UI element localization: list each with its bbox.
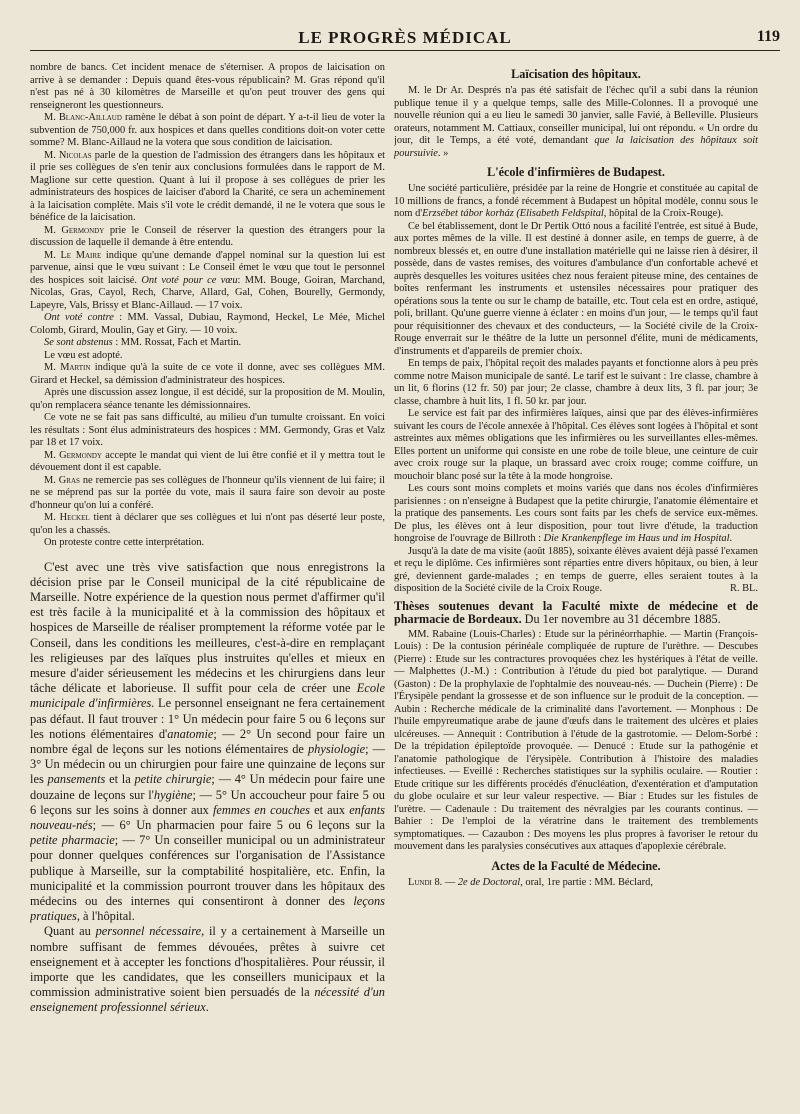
paragraph: Ont voté contre : MM. Vassal, Dubiau, Raymond, Heckel, Le Mée, Michel Colomb, Girard, Moulin, Gay et Giry. — 10 voix. (30, 312, 385, 336)
right-column (394, 62, 758, 1102)
paragraph: M. Le Maire indique qu'une demande d'appel nominal sur la question lui est parvenue, ainsi que le vœu suivant : Le Conseil émet le vœu que tout le personnel des hospices soit laicisé. Ont voté pour ce vœu: MM. Bouge, Goiran, Marchand, Nicolas, Gras, Cayol, Rech, Charve, Allard, Gal, Cohen, Bourelly, Germondy, Lapeyre, Vals, Brissy et Blanc-Aillaud. — 17 voix. (30, 249, 385, 311)
left-column (30, 62, 385, 1102)
section-heading: L'école d'infirmières de Budapest. (487, 165, 665, 179)
speaker-name: M. Germondy (44, 449, 102, 461)
speaker-name: M. Nicolas (44, 149, 92, 161)
paragraph: M. le Dr Ar. Després n'a pas été satisfait de l'échec qu'il a subi dans la réunion publique tenue il y a quelque temps, salle des Mille-Colonnes. Il a provoqué une nouvelle réunion qui a eu lieu le samedi 30 janvier, salle Favié, à Belleville. Plusieurs orateurs, notamment M. Cattiaux, conseiller municipal, lui ont répondu. « Un ordre du jour, dit le Temps, a été voté, demandant que la laicisation des hôpitaux soit poursuivie. » (394, 85, 758, 159)
paragraph: Le service est fait par des infirmières laïques, ainsi que par des élèves-infirmières suivant les cours de l'école annexée à l'hôpital. Ces élèves sont logées à l'hôpital et sont astreintes aux mêmes obligations que les infirmières ou les surveillantes elles-mêmes. Elles portent un uniforme qui consiste en une robe de toile bleue, une ceinture de cuir avec croix rouge sur la plaque, un brassard avec croix rouge; comme coiffure, un mouchoir blanc posé sur la tête à la mode hongroise. (394, 408, 758, 482)
paragraph: On proteste contre cette interprétation. (44, 537, 205, 548)
paragraph: Les cours sont moins complets et moins variés que dans nos écoles d'infirmières parisiennes : on n'enseigne à Budapest que la petite chirurgie, l'anatomie élémentaire et la pratique des pansements. Les cours sont faits par les chefs de service eux-mêmes. De plus, les élèves ont à leur disposition, pour tout livre d'étude, la traduction hongroise de l'ouvrage de Billroth : Die Krankenpflege im Haus und im Hospital. (394, 483, 758, 544)
paragraph: M. Blanc-Aillaud ramène le débat à son point de départ. Y a-t-il lieu de voter la subvention de 750,000 fr. aux hospices et dans quelles conditions doit-on voter cette somme? M. Blanc-Aillaud ne la votera que sous condition de laicisation. (30, 112, 385, 148)
paragraph: Jusqu'à la date de ma visite (août 1885), soixante élèves avaient déjà passé l'examen et reçu le diplôme. Ces infirmières sont réparties entre divers hôpitaux, ou bien, à leur gré, deviennent garde-malades ; en temps de guerre, elles seraient toutes à la disposition de la Société civile de la Croix Rouge. R. BL. (394, 545, 758, 594)
paragraph: Après une discussion assez longue, il est décidé, sur la proposition de M. Moulin, qu'on remplacera séance tenante les démissionnaires. (30, 387, 385, 411)
paragraph: Lundi 8. — 2e de Doctoral, oral, 1re partie : MM. Béclard, (408, 876, 653, 888)
paragraph: C'est avec une très vive satisfaction que nous enregistrons la décision prise par le Conseil municipal de la cité républicaine de Marseille. Notre expérience de la question nous permet d'affirmer qu'il est très facile à la municipalité et à la commission des hôpitaux et hospices de Marseille de réaliser promptement la réforme votée par le Conseil, dans les conditions les meilleures, c'est-à-dire en remplaçant les religieuses par des laïques plus instruites qu'elles et mieux en mesure d'aider sérieusement les médecins et les chirurgiens dans leur tâche délicate et laborieuse. Il suffit pour cela de créer une Ecole municipale d'infirmières. Le personnel enseignant ne fera certainement pas défaut. Il faut trouver : 1° Un médecin pour faire 5 ou 6 leçons sur les notions élémentaires d'anatomie; — 2° Un second pour faire un nombre égal de leçons sur les notions élémentaires de physiologie; — 3° Un médecin ou un chirurgien pour faire une quinzaine de leçons sur les pansements et la petite chirurgie; — 4° Un médecin pour faire une douzaine de leçons sur l'hygiène; — 5° Un accoucheur pour faire 5 ou 6 leçons sur les soins à donner aux femmes en couches et aux enfants nouveau-nés; — 6° Un pharmacien pour faire 5 ou 6 leçons sur la petite pharmacie; — 7° Un conseiller municipal ou un administrateur pour donner quelques conférences sur l'organisation de l'Assistance publique à Marseille, sur la comptabilité hospitalière, etc. Enfin, la municipalité et la commission pourront trouver dans les hôpitaux des médecins ou des internes qui consentiront à donner des leçons pratiques, à l'hôpital. (30, 559, 385, 924)
paragraph: Se sont abstenus : MM. Rossat, Fach et Martin. (44, 337, 242, 348)
speaker-name: M. Heckel (44, 512, 90, 523)
speaker-name: M. Blanc-Aillaud (44, 112, 122, 123)
section-heading: Thèses soutenues devant la Faculté mixte de médecine et de pharmacie de Bordeaux. Du 1er novembre au 31 décembre 1885. (394, 598, 758, 626)
speaker-name: M. Le Maire (44, 249, 102, 261)
paragraph: Ce bel établissement, dont le Dr Pertik Ottó nous a facilité l'entrée, est situé à Bude, aux portes mêmes de la ville. Il est destiné à donner asile, en temps de guerre, à de nombreux blessés et, en outre d'une installation matérielle qui ne laisse rien à désirer, il possède, dans de vastes remises, des voitures d'ambulance d'un confortable achevé et auprès desquelles les voitures usitées chez nous feraient piteuse mine, des centaines de boîtes renfermant les instruments et ustensiles nécessaires pour pratiquer des opérations sous la tente ou sur le champ de bataille, etc. Tout cela est en ordre, astiqué, poli, brillant. Qu'une guerre vienne à éclater : en moins d'un jour, — le temps qu'il faut pour réquisitionner des chevaux et des conducteurs, — la Société civile de la Croix-Rouge enverrait sur le théâtre de la lutte un personnel d'élite, muni de médicaments, d'instruments et d'appareils de premier choix. (394, 220, 758, 357)
page-number: 119 (756, 28, 780, 45)
paragraph: M. Nicolas parle de la question de l'admission des étrangers dans les hôpitaux et il prie ses collègues de s'en tenir aux conclusions formulées dans le rapport de M. Maglione sur cette question. Quant à lui il propose à ses collègues de prier les administrateurs des hospices de laiciser d'abord la Charité, ce sera un acheminement à la laicisation complète. Mais s'il vote le crédit demandé, il ne le votera que sous le bénéfice de la laicisation. (30, 149, 385, 223)
section-heading: Actes de la Faculté de Médecine. (491, 858, 661, 873)
paragraph: Une société particulière, présidée par la reine de Hongrie et constituée au capital de 10 millions de francs, a fondé récemment à Budapest un hôpital modèle, connu sous le nom d'Erzsébet tábor korház (Elisabeth Feldspital, hôpital de la Croix-Rouge). (394, 183, 758, 219)
paragraph: M. Gras ne remercie pas ses collègues de l'honneur qu'ils viennent de lui faire; il ne se méprend pas sur la portée du vote, mais il saura faire son devoir au poste d'honneur qu'on lui a conféré. (30, 474, 385, 511)
journal-title: LE PROGRÈS MÉDICAL (298, 28, 512, 47)
speaker-name: M. Martin (44, 362, 91, 373)
speaker-name: M. Gras (44, 474, 80, 486)
page-header (30, 26, 780, 51)
speaker-name: M. Germondy (44, 224, 105, 236)
paragraph: M. Germondy accepte le mandat qui vient de lui être confié et il y mettra tout le dévouement dont il est capable. (30, 449, 385, 473)
paragraph: M. Heckel tient à déclarer que ses collègues et lui n'ont pas déserté leur poste, qu'on les a chassés. (30, 512, 385, 536)
paragraph: Le vœu est adopté. (44, 349, 123, 361)
paragraph: En temps de paix, l'hôpital reçoit des malades payants et fonctionne alors à peu près comme notre Maison municipale de santé. Le tarif est le suivant : 1re classe, chambre à un lit, 6 florins (12 fr. 50) par jour; 2e classe, chambre à deux lits, 3 fl. par jour; 3e classe, chambre à huit lits, 1 fl. 50 kr. par jour. (394, 358, 758, 407)
paragraph: nombre de bancs. Cet incident menace de s'éterniser. A propos de laicisation on arrive à se demander : Depuis quand êtes-vous républicain? M. Gras répond qu'il n'est pas né à 30 kilomètres de Marseille et qu'on peut trouver des gens qui renseigneront les questionneurs. (30, 62, 385, 111)
section-heading: Laïcisation des hôpitaux. (511, 67, 641, 81)
author-signature: R. BL. (729, 583, 758, 594)
editorial-commentary (30, 560, 385, 1016)
paragraph: Ce vote ne se fait pas sans difficulté, au milieu d'un tumulte croissant. En voici les résultats : Sont élus administrateurs des hospices : MM. Germondy, Gras et Valz par 18 et 17 voix. (30, 412, 385, 448)
paragraph: MM. Rabaine (Louis-Charles) : Etude sur la périnéorrhaphie. — Martin (François-Louis) : De la contusion périnéale compliquée de rupture de l'urèthre. — Descubes (Pierre) : Etude sur les contractures provoquées chez les hystériques à l'état de veille. — Malphettes (J.-M.) : Contribution à l'étude du pied bot paralytique. — Durand (Gaston) : De la prophylaxie de l'ophtalmie des nouveau-nés. — Duchein (Pierre) : De l'Érysipèle pendant la grossesse et de son influence sur le produit de la conception. — Aubin : Recherche médicale de la criminalité dans l'avortement. — Monphous : De l'huile empyreumatique arabe de jaune d'œufs dans le traitement des ulcères et plaies ulcéreuses. — Annequit : Contribution à l'étude de la gastrotomie. — Delom-Sorbé : De la trépidation épileptoïde provoquée. — Denucé : Etude sur la pathogénie et l'anatomie pathologique de l'érysipèle. Contribution à l'histoire des maladies infectieuses. — Eveillé : Recherches statistiques sur la syphilis oculaire. — Routier : Etude critique sur les différents procédés d'énucléation, d'exentération et d'amputation du globe oculaire et sur leur valeur respective. — Biar : Etudes sur les fistules de l'urètre. — Cadenaule : Du traitement des névralgies par les courants continus. — Bahier : De l'emploi de la vératrine dans le traitement des tremblements symptomatiques. — Cazaubon : Des moyens les plus propres à favoriser le retour du mouvement dans les paralysies consécutives aux attaques d'apoplexie cérébrale. (394, 628, 758, 852)
council-report (30, 62, 385, 550)
paragraph: Quant au personnel nécessaire, il y a certainement à Marseille un nombre suffisant de femmes dévouées, prêtes à suivre cet enseignement et à accepter les fonctions d'hospitalières. Pour réussir, il importe que les candidates, que les conseillers municipaux et la commission administrative soient bien persuadés de la nécessité d'un enseignement professionnel sérieux. (30, 924, 385, 1015)
paragraph: M. Martin indique qu'à la suite de ce vote il donne, avec ses collègues MM. Girard et Heckel, sa démission d'administrateur des hospices. (30, 362, 385, 386)
paragraph: M. Germondy prie le Conseil de réserver la question des étrangers pour la discussion de laquelle il demande à être entendu. (30, 224, 385, 248)
